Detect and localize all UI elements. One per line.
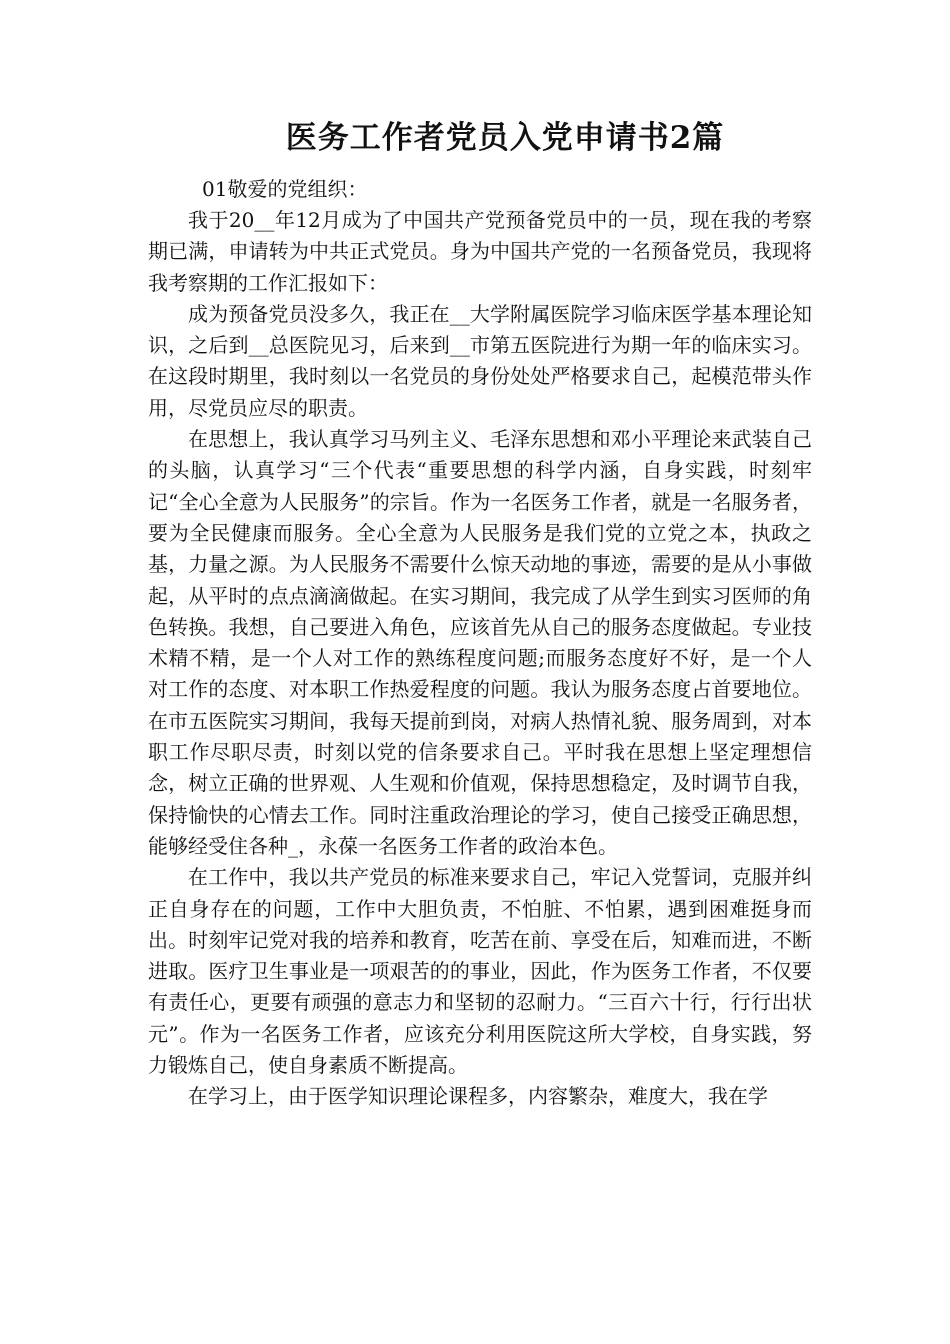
- paragraph-5: 在学习上，由于医学知识理论课程多，内容繁杂，难度大，我在学: [188, 1084, 768, 1109]
- paragraph-2: 成为预备党员没多久，我正在__大学附属医院学习临床医学基本理论知识，之后到__总医院见习，后来到__市第五医院进行为期一年的临床实习。在这段时期里，我时刻以一名党员的身份处处严格要求自己，起模范带头作用，尽党员应尽的职责。: [148, 301, 812, 420]
- paragraph-1: 我于20__年12月成为了中国共产党预备党员中的一员，现在我的考察期已满，申请转为中共正式党员。身为中国共产党的一名预备党员，我现将我考察期的工作汇报如下：: [148, 208, 812, 295]
- document-page: [148, 112, 812, 1113]
- paragraph-4: 在工作中，我以共产党员的标准来要求自己，牢记入党誓词，克服并纠正自身存在的问题，工作中大胆负责，不怕脏、不怕累，遇到困难挺身而出。时刻牢记党对我的培养和教育，吃苦在前、享受在后，知难而进，不断进取。医疗卫生事业是一项艰苦的的事业，因此，作为医务工作者，不仅要有责任心，更要有顽强的意志力和坚韧的忍耐力。“三百六十行，行行出状元”。作为一名医务工作者，应该充分利用医院这所大学校，自身实践，努力锻炼自己，使自身素质不断提高。: [148, 865, 812, 1078]
- salutation: 01敬爱的党组织：: [202, 177, 368, 201]
- document-title: 医务工作者党员入党申请书2篇: [285, 120, 725, 156]
- paragraph-3: 在思想上，我认真学习马列主义、毛泽东思想和邓小平理论来武装自己的头脑，认真学习“三个代表“重要思想的科学内涵，自身实践，时刻牢记“全心全意为人民服务”的宗旨。作为一名医务工作者，就是一名服务者，要为全民健康而服务。全心全意为人民服务是我们党的立党之本，执政之基，力量之源。为人民服务不需要什么惊天动地的事迹，需要的是从小事做起，从平时的点点滴滴做起。在实习期间，我完成了从学生到实习医师的角色转换。我想，自己要进入角色，应该首先从自己的服务态度做起。专业技术精不精，是一个人对工作的熟练程度问题;而服务态度好不好，是一个人对工作的态度、对本职工作热爱程度的问题。我认为服务态度占首要地位。在市五医院实习期间，我每天提前到岗，对病人热情礼貌、服务周到，对本职工作尽职尽责，时刻以党的信条要求自己。平时我在思想上坚定理想信念，树立正确的世界观、人生观和价值观，保持思想稳定，及时调节自我，保持愉快的心情去工作。同时注重政治理论的学习，使自己接受正确思想，能够经受住各种_，永葆一名医务工作者的政治本色。: [148, 427, 812, 858]
